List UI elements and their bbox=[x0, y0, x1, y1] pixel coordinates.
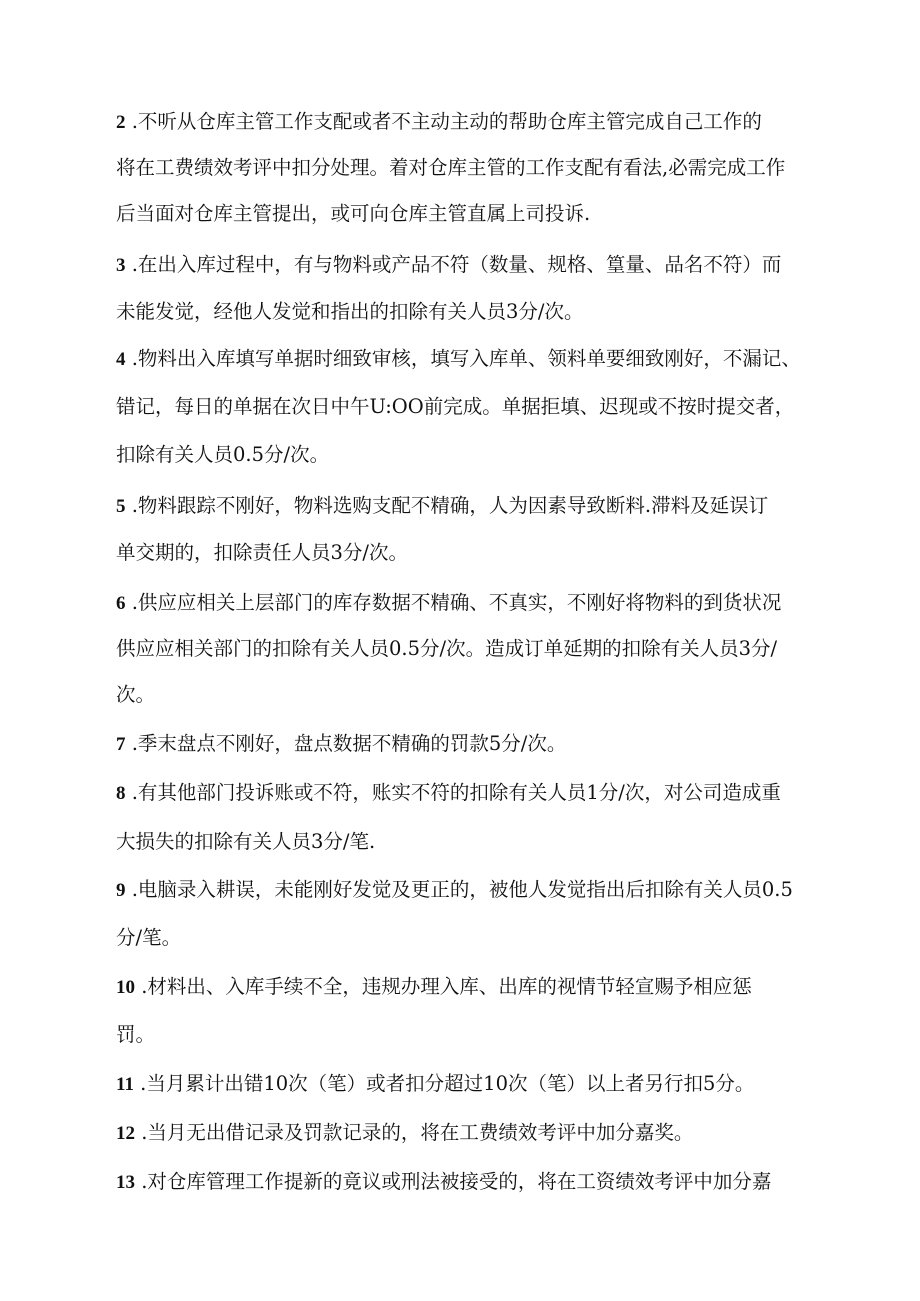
item-6-line-2: 供应应相关部门的扣除有关人员0.5分/次。造成订单延期的扣除有关人员3分/ bbox=[116, 637, 778, 660]
item-8-line-2: 大损失的扣除有关人员3分/笔. bbox=[116, 830, 376, 853]
item-10-line-1 bbox=[116, 971, 816, 1003]
item-number: 3 bbox=[116, 255, 126, 276]
item-text: .材料出、入库手续不全，违规办理入库、出库的视情节轻宣赐予相应惩 bbox=[141, 975, 752, 998]
item-12-line-1 bbox=[116, 1117, 816, 1149]
item-text: .当月累计出错10次（笔）或者扣分超过10次（笔）以上者另行扣5分。 bbox=[140, 1072, 755, 1095]
item-7-line-1 bbox=[116, 728, 816, 760]
item-number: 6 bbox=[116, 593, 126, 614]
item-10-line-2: 罚。 bbox=[116, 1023, 156, 1046]
item-5-line-1 bbox=[116, 490, 816, 522]
item-text: .物料跟踪不刚好，物料选购支配不精确，人为因素导致断料.滞料及延误订 bbox=[131, 494, 769, 517]
item-13-line-1 bbox=[116, 1166, 816, 1198]
item-3-line-2: 未能发觉，经他人发觉和指出的扣除有关人员3分/次。 bbox=[116, 300, 584, 323]
item-number: 7 bbox=[116, 734, 126, 755]
item-text: .季末盘点不刚好，盘点数据不精确的罚款5分/次。 bbox=[131, 732, 567, 755]
item-6-line-1 bbox=[116, 587, 816, 619]
item-number: 11 bbox=[116, 1074, 134, 1095]
item-11-line-1 bbox=[116, 1068, 816, 1100]
item-text: .当月无出借记录及罚款记录的，将在工费绩效考评中加分嘉奖。 bbox=[141, 1121, 694, 1144]
item-text: .在出入库过程中，有与物料或产品不符（数量、规格、篁量、品名不符）而 bbox=[131, 253, 782, 276]
item-2-line-2: 将在工费绩效考评中扣分处理。着对仓库主管的工作支配有看法,必需完成工作 bbox=[116, 156, 786, 179]
item-number: 2 bbox=[116, 112, 126, 133]
item-3-line-1 bbox=[116, 249, 816, 281]
item-9-line-2: 分/笔。 bbox=[116, 926, 182, 949]
item-text: .对仓库管理工作提新的竟议或刑法被接受的，将在工资绩效考评中加分嘉 bbox=[141, 1170, 772, 1193]
item-number: 12 bbox=[116, 1123, 135, 1144]
item-9-line-1 bbox=[116, 874, 816, 906]
item-text: .不听从仓库主管工作支配或者不主动主动的帮助仓库主管完成自己工作的 bbox=[131, 110, 762, 133]
item-text: .物料出入库填写单据时细致审核，填写入库单、领料单要细致刚好，不漏记、 bbox=[131, 347, 801, 370]
item-4-line-2: 错记，每日的单据在次日中午U:OO前完成。单据拒填、迟现或不按时提交者， bbox=[116, 395, 795, 418]
item-number: 4 bbox=[116, 349, 126, 370]
item-number: 8 bbox=[116, 783, 126, 804]
item-4-line-1 bbox=[116, 343, 816, 375]
item-text: .电脑录入耕误，未能刚好发觉及更正的，被他人发觉指出后扣除有关人员0.5 bbox=[131, 878, 793, 901]
item-6-line-3: 次。 bbox=[116, 683, 156, 706]
item-number: 5 bbox=[116, 496, 126, 517]
item-text: .供应应相关上层部门的库存数据不精确、不真实，不刚好将物料的到货状况 bbox=[131, 591, 782, 614]
item-5-line-2: 单交期的，扣除责任人员3分/次。 bbox=[116, 541, 408, 564]
item-4-line-3: 扣除有关人员0.5分/次。 bbox=[116, 443, 330, 466]
item-text: .有其他部门投诉账或不符，账实不符的扣除有关人员1分/次，对公司造成重 bbox=[131, 781, 781, 804]
item-2-line-1 bbox=[116, 106, 816, 138]
item-2-line-3: 后当面对仓库主管提出，或可向仓库主管直属上司投诉. bbox=[116, 202, 591, 225]
item-number: 13 bbox=[116, 1172, 135, 1193]
item-8-line-1 bbox=[116, 777, 816, 809]
item-number: 10 bbox=[116, 977, 135, 998]
item-number: 9 bbox=[116, 880, 126, 901]
